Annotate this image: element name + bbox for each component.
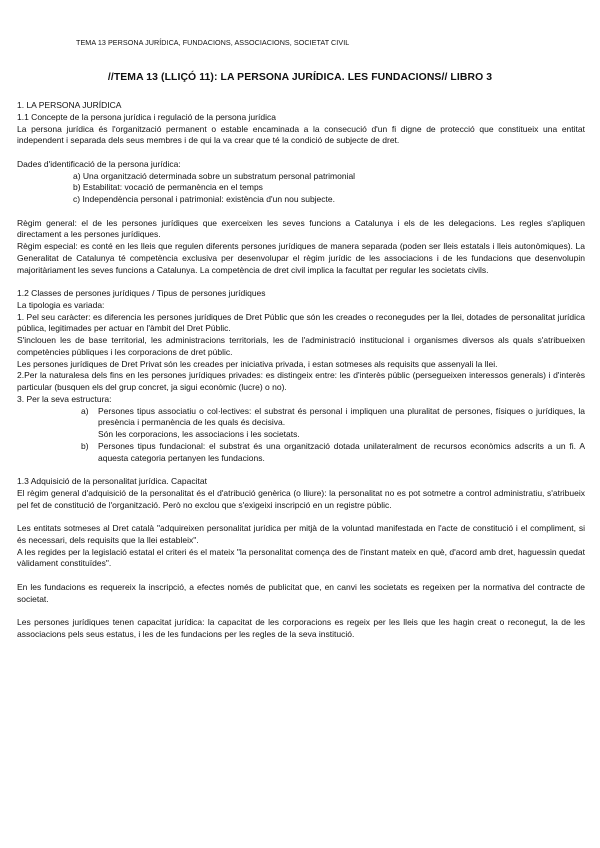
structure-list <box>17 406 585 430</box>
paragraph: 3. Per la seva estructura: <box>17 393 112 404</box>
structure-list <box>17 441 585 465</box>
list-item <box>17 441 585 465</box>
paragraph: A les regides per la legislació estatal el criteri és el mateix "la personalitat comença des de l'instant mateix en què, d'acord amb dret, haguessin quedat vàlidament constituïdes". <box>17 546 585 569</box>
subsection-heading: 1.1 Concepte de la persona jurídica i regulació de la persona jurídica <box>17 111 276 122</box>
paragraph: 1. Pel seu caràcter: es diferencia les persones jurídiques de Dret Públic que són les creades o reconegudes per la llei, dotades de personalitat jurídica pública, legitimades per actuar en l'àmbit del Dret Públic. <box>17 311 585 334</box>
document-title: //TEMA 13 (LLIÇÓ 11): LA PERSONA JURÍDICA. LES FUNDACIONS// LIBRO 3 <box>107 72 493 83</box>
paragraph: El règim general d'adquisició de la personalitat és el d'atribució genèrica (o lliure): la personalitat no es pot sotmetre a control administratiu, s'atribueix pel fet de constitució de l'organització. Però no exclou que s'exigeixi inscripció en un registre públic. <box>17 487 585 510</box>
subsection-heading: 1.3 Adquisició de la personalitat jurídica. Capacitat <box>17 476 207 486</box>
document-body <box>17 100 585 641</box>
paragraph: Dades d'identificació de la persona jurídica: <box>17 158 181 169</box>
list-item-text: Persones tipus associatiu o col·lectives: el substrat és personal i impliquen una pluralitat de persones, físiques o jurídiques, la presència i permanència de les quals és decisiva. <box>98 405 585 428</box>
list-marker: a) <box>81 405 89 416</box>
paragraph: S'inclouen les de base territorial, les administracions territorials, les de l'administració institucional i organismes diversos als quals s'atribueixen competències públiques i les corporacions de dret públic. <box>17 335 585 357</box>
paragraph: Règim general: el de les persones jurídiques que exerceixen les seves funcions a Catalunya i els de les delegacions. Les regles s'apliquen directament a les persones jurídiques. <box>17 217 585 240</box>
paragraph: Les persones jurídiques tenen capacitat jurídica: la capacitat de les corporacions es regeix per les lleis que les hagin creat o reconegut, la de les associacions pels seus estatus, i les de les fundacions per les regles de la seva institució. <box>17 617 585 639</box>
paragraph: La persona jurídica és l'organització permanent o estable encaminada a la consecució d'un fi digne de protecció que constitueix una entitat independent i separada dels seus membres i de qui la va crear que té la condició de subjecte de dret. <box>17 123 585 146</box>
list-item: a) Una organització determinada sobre un substratum personal patrimonial <box>73 170 356 181</box>
paragraph: Les entitats sotmeses al Dret català "adquireixen personalitat jurídica per mitjà de la voluntad manifestada en l'acte de constitució i el compliment, si és necessari, dels requisits que la llei estableix". <box>17 523 585 545</box>
paragraph: Règim especial: es conté en les lleis que regulen diferents persones jurídiques de manera separada (poden ser lleis estatals i lleis autonòmiques). La Generalitat de Catalunya té competència exclusiva per desenvolupar el règim jurídic de les associacions i de les fundacions que desenvolupin majoritàriament les seves funcions a Catalunya. La competència de dret civil implica la facultat per regular les societats civils. <box>17 241 585 275</box>
list-item: b) Estabilitat: vocació de permanència en el temps <box>73 182 263 193</box>
running-header: TEMA 13 PERSONA JURÍDICA, FUNDACIONS, ASSOCIACIONS, SOCIETAT CIVIL <box>76 38 350 47</box>
subsection-heading: 1.2 Classes de persones jurídiques / Tipus de persones jurídiques <box>17 288 266 298</box>
paragraph: La tipologia es variada: <box>17 299 105 310</box>
list-note: Són les corporacions, les associacions i les societats. <box>98 429 300 439</box>
paragraph: 2.Per la naturalesa dels fins en les persones jurídiques privades: es distingeix entre: les d'interès públic (persegueixen interessos generals) i d'interès particular (busquen els del grup concret, ja sigui econòmic (lucre) o no). <box>17 370 585 392</box>
paragraph: En les fundacions es requereix la inscripció, a efectes només de publicitat que, en canvi les societats es regeixen per la normativa del contracte de societat. <box>17 581 585 604</box>
paragraph: Les persones jurídiques de Dret Privat són les creades per iniciativa privada, i estan sotmeses als requisits que assenyali la llei. <box>17 358 498 369</box>
section-heading: 1. LA PERSONA JURÍDICA <box>17 100 122 110</box>
list-item: c) Independència personal i patrimonial: existència d'un nou subjecte. <box>73 194 335 204</box>
list-item <box>17 406 585 430</box>
list-marker: b) <box>81 440 89 451</box>
list-item-text: Persones tipus fundacional: el substrat és una organització dotada unilateralment de recursos econòmics adscrits a un fi. A aquesta categoria pertanyen les fundacions. <box>98 440 585 463</box>
